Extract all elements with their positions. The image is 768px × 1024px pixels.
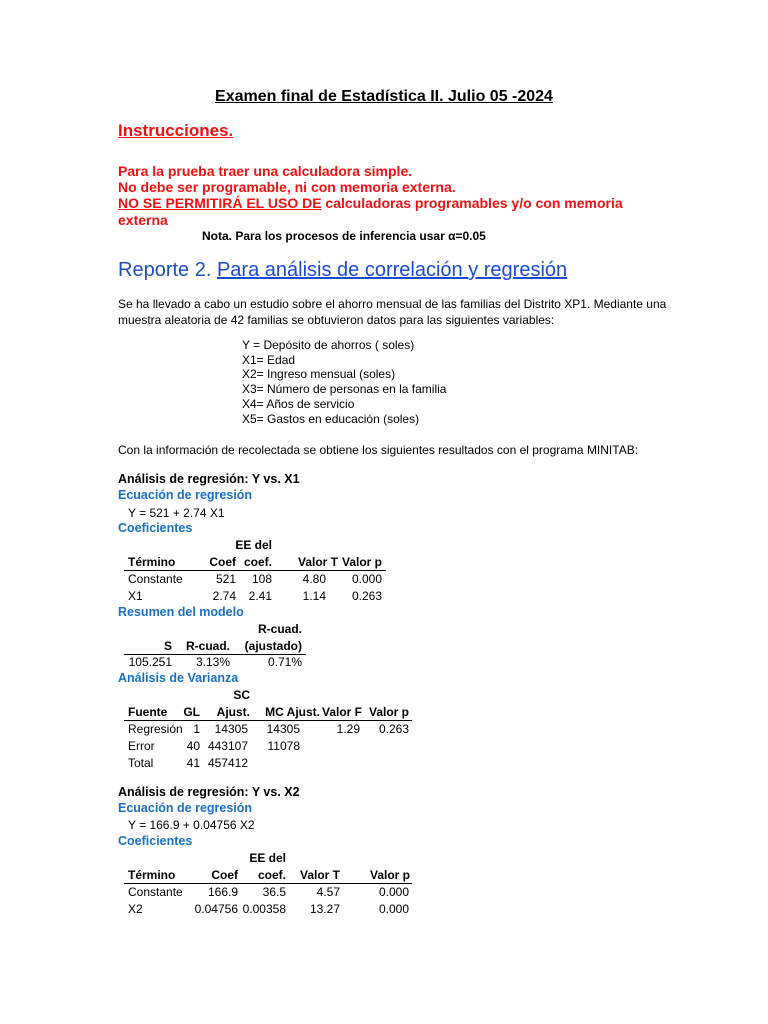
- coef-header-rule: [124, 570, 386, 571]
- coef-header-p: Valor p: [369, 868, 410, 882]
- info-line: Con la información de recolectada se obtiene los siguientes resultados con el programa MINITAB:: [118, 443, 639, 457]
- variable-item: X2= Ingreso mensual (soles): [242, 367, 396, 382]
- anova-cell-fuente: Total: [128, 756, 154, 770]
- coef-cell-coef: 0.04756: [194, 902, 238, 916]
- coef-cell-coef: 2.74: [212, 589, 236, 603]
- summary-header-rcuad: R-cuad.: [185, 639, 230, 653]
- variable-item: X4= Años de servicio: [242, 396, 355, 411]
- anova-header-rule: [124, 720, 412, 721]
- summary-cell-s: 105.251: [128, 655, 172, 669]
- analysis2-title: Análisis de regresión: Y vs. X2: [118, 785, 300, 799]
- instruction-line-3: [118, 195, 651, 211]
- coef-header-ee2: coef.: [243, 555, 272, 569]
- instruction-line-4: externa: [118, 212, 168, 228]
- summary-cell-rcuad-adj: 0.71%: [267, 655, 302, 669]
- analysis1-equation-heading: Ecuación de regresión: [118, 488, 253, 502]
- coef-header-coef: Coef: [209, 555, 236, 569]
- anova-cell-gl: 41: [186, 756, 200, 770]
- coef-cell-p: 0.000: [378, 902, 409, 916]
- instruction-line-2: No debe ser programable, ni con memoria externa.: [118, 179, 456, 195]
- analysis2-equation-heading: Ecuación de regresión: [118, 801, 253, 815]
- coef-cell-term: X1: [128, 589, 143, 603]
- coef-header-ee1: EE del: [249, 851, 286, 865]
- analysis1-summary-heading: Resumen del modelo: [118, 605, 244, 619]
- coef-header-rule: [124, 883, 412, 884]
- instructions-heading: Instrucciones.: [118, 121, 234, 140]
- inference-note: Nota. Para los procesos de inferencia usar α=0.05: [202, 229, 486, 243]
- coef-cell-p: 0.000: [378, 885, 409, 899]
- coef-header-ee1: EE del: [235, 538, 272, 552]
- coef-header-term: Término: [128, 555, 176, 569]
- coef-header-t: Valor T: [299, 868, 340, 882]
- variable-item: Y = Depósito de ahorros ( soles): [242, 338, 415, 352]
- analysis1-equation: Y = 521 + 2.74 X1: [128, 506, 225, 520]
- analysis1-anova-heading: Análisis de Varianza: [118, 671, 239, 685]
- anova-header-mc: MC Ajust.: [265, 705, 320, 719]
- anova-header-p: Valor p: [368, 705, 409, 719]
- coef-cell-term: X2: [128, 902, 143, 916]
- coef-cell-t: 4.80: [302, 572, 326, 586]
- anova-header-gl: GL: [183, 705, 200, 719]
- anova-header-fuente: Fuente: [128, 705, 168, 719]
- report-heading: [118, 259, 567, 282]
- instruction-warning: NO SE PERMITIRÁ EL USO DE: [118, 195, 322, 211]
- anova-cell-fuente: Regresión: [128, 722, 183, 736]
- instruction-line-3-rest: calculadoras programables y/o con memoria: [321, 195, 623, 211]
- coef-cell-t: 13.27: [309, 902, 340, 916]
- anova-cell-mc: 14305: [266, 722, 300, 736]
- coef-cell-p: 0.263: [351, 589, 382, 603]
- coef-cell-t: 1.14: [302, 589, 326, 603]
- coef-cell-ee: 108: [251, 572, 272, 586]
- coef-header-term: Término: [128, 868, 176, 882]
- report-link[interactable]: Para análisis de correlación y regresión: [216, 259, 568, 281]
- analysis2-equation: Y = 166.9 + 0.04756 X2: [128, 818, 255, 832]
- exam-title: Examen final de Estadística II. Julio 05 -2024: [215, 88, 553, 105]
- coef-cell-ee: 0.00358: [242, 902, 286, 916]
- anova-cell-gl: 1: [193, 722, 200, 736]
- analysis2-coef-heading: Coeficientes: [118, 834, 193, 848]
- anova-cell-sc: 14305: [214, 722, 248, 736]
- anova-header-f: Valor F: [321, 705, 362, 719]
- coef-cell-ee: 36.5: [262, 885, 286, 899]
- summary-cell-rcuad: 3.13%: [195, 655, 230, 669]
- coef-cell-coef: 521: [215, 572, 236, 586]
- coef-header-ee2: coef.: [257, 868, 286, 882]
- coef-header-p: Valor p: [341, 555, 382, 569]
- coef-cell-term: Constante: [128, 885, 183, 899]
- anova-cell-gl: 40: [186, 739, 200, 753]
- coef-cell-term: Constante: [128, 572, 183, 586]
- variables-list: [242, 338, 446, 426]
- summary-header-rcuad-adj1: R-cuad.: [257, 622, 302, 636]
- coef-cell-coef: 166.9: [207, 885, 238, 899]
- summary-header-s: S: [163, 639, 172, 653]
- coef-header-coef: Coef: [211, 868, 238, 882]
- intro-line-1: Se ha llevado a cabo un estudio sobre el ahorro mensual de las familias del Distrito XP1. Mediante una: [118, 297, 667, 311]
- analysis1-coef-heading: Coeficientes: [118, 521, 193, 535]
- anova-header-sc1: SC: [233, 688, 250, 702]
- report-prefix: Reporte 2.: [118, 259, 217, 281]
- anova-cell-f: 1.29: [336, 722, 360, 736]
- variable-item: X1= Edad: [242, 352, 296, 367]
- anova-cell-sc: 457412: [207, 756, 248, 770]
- intro-line-2: muestra aleatoria de 42 familias se obtuvieron datos para las siguientes variables:: [118, 313, 555, 327]
- coef-cell-ee: 2.41: [248, 589, 272, 603]
- variable-item: X3= Número de personas en la familia: [242, 382, 447, 397]
- anova-header-sc2: Ajust.: [216, 705, 250, 719]
- coef-cell-t: 4.57: [316, 885, 340, 899]
- anova-cell-p: 0.263: [378, 722, 409, 736]
- coef-header-t: Valor T: [297, 555, 338, 569]
- variable-item: X5= Gastos en educación (soles): [242, 411, 420, 426]
- summary-header-rcuad-adj2: (ajustado): [244, 639, 302, 653]
- anova-cell-fuente: Error: [128, 739, 155, 753]
- coef-cell-p: 0.000: [351, 572, 382, 586]
- anova-cell-mc: 11078: [267, 739, 300, 753]
- analysis1-title: Análisis de regresión: Y vs. X1: [118, 472, 300, 486]
- instruction-line-1: Para la prueba traer una calculadora simple.: [118, 163, 413, 179]
- anova-cell-sc: 443107: [207, 739, 248, 753]
